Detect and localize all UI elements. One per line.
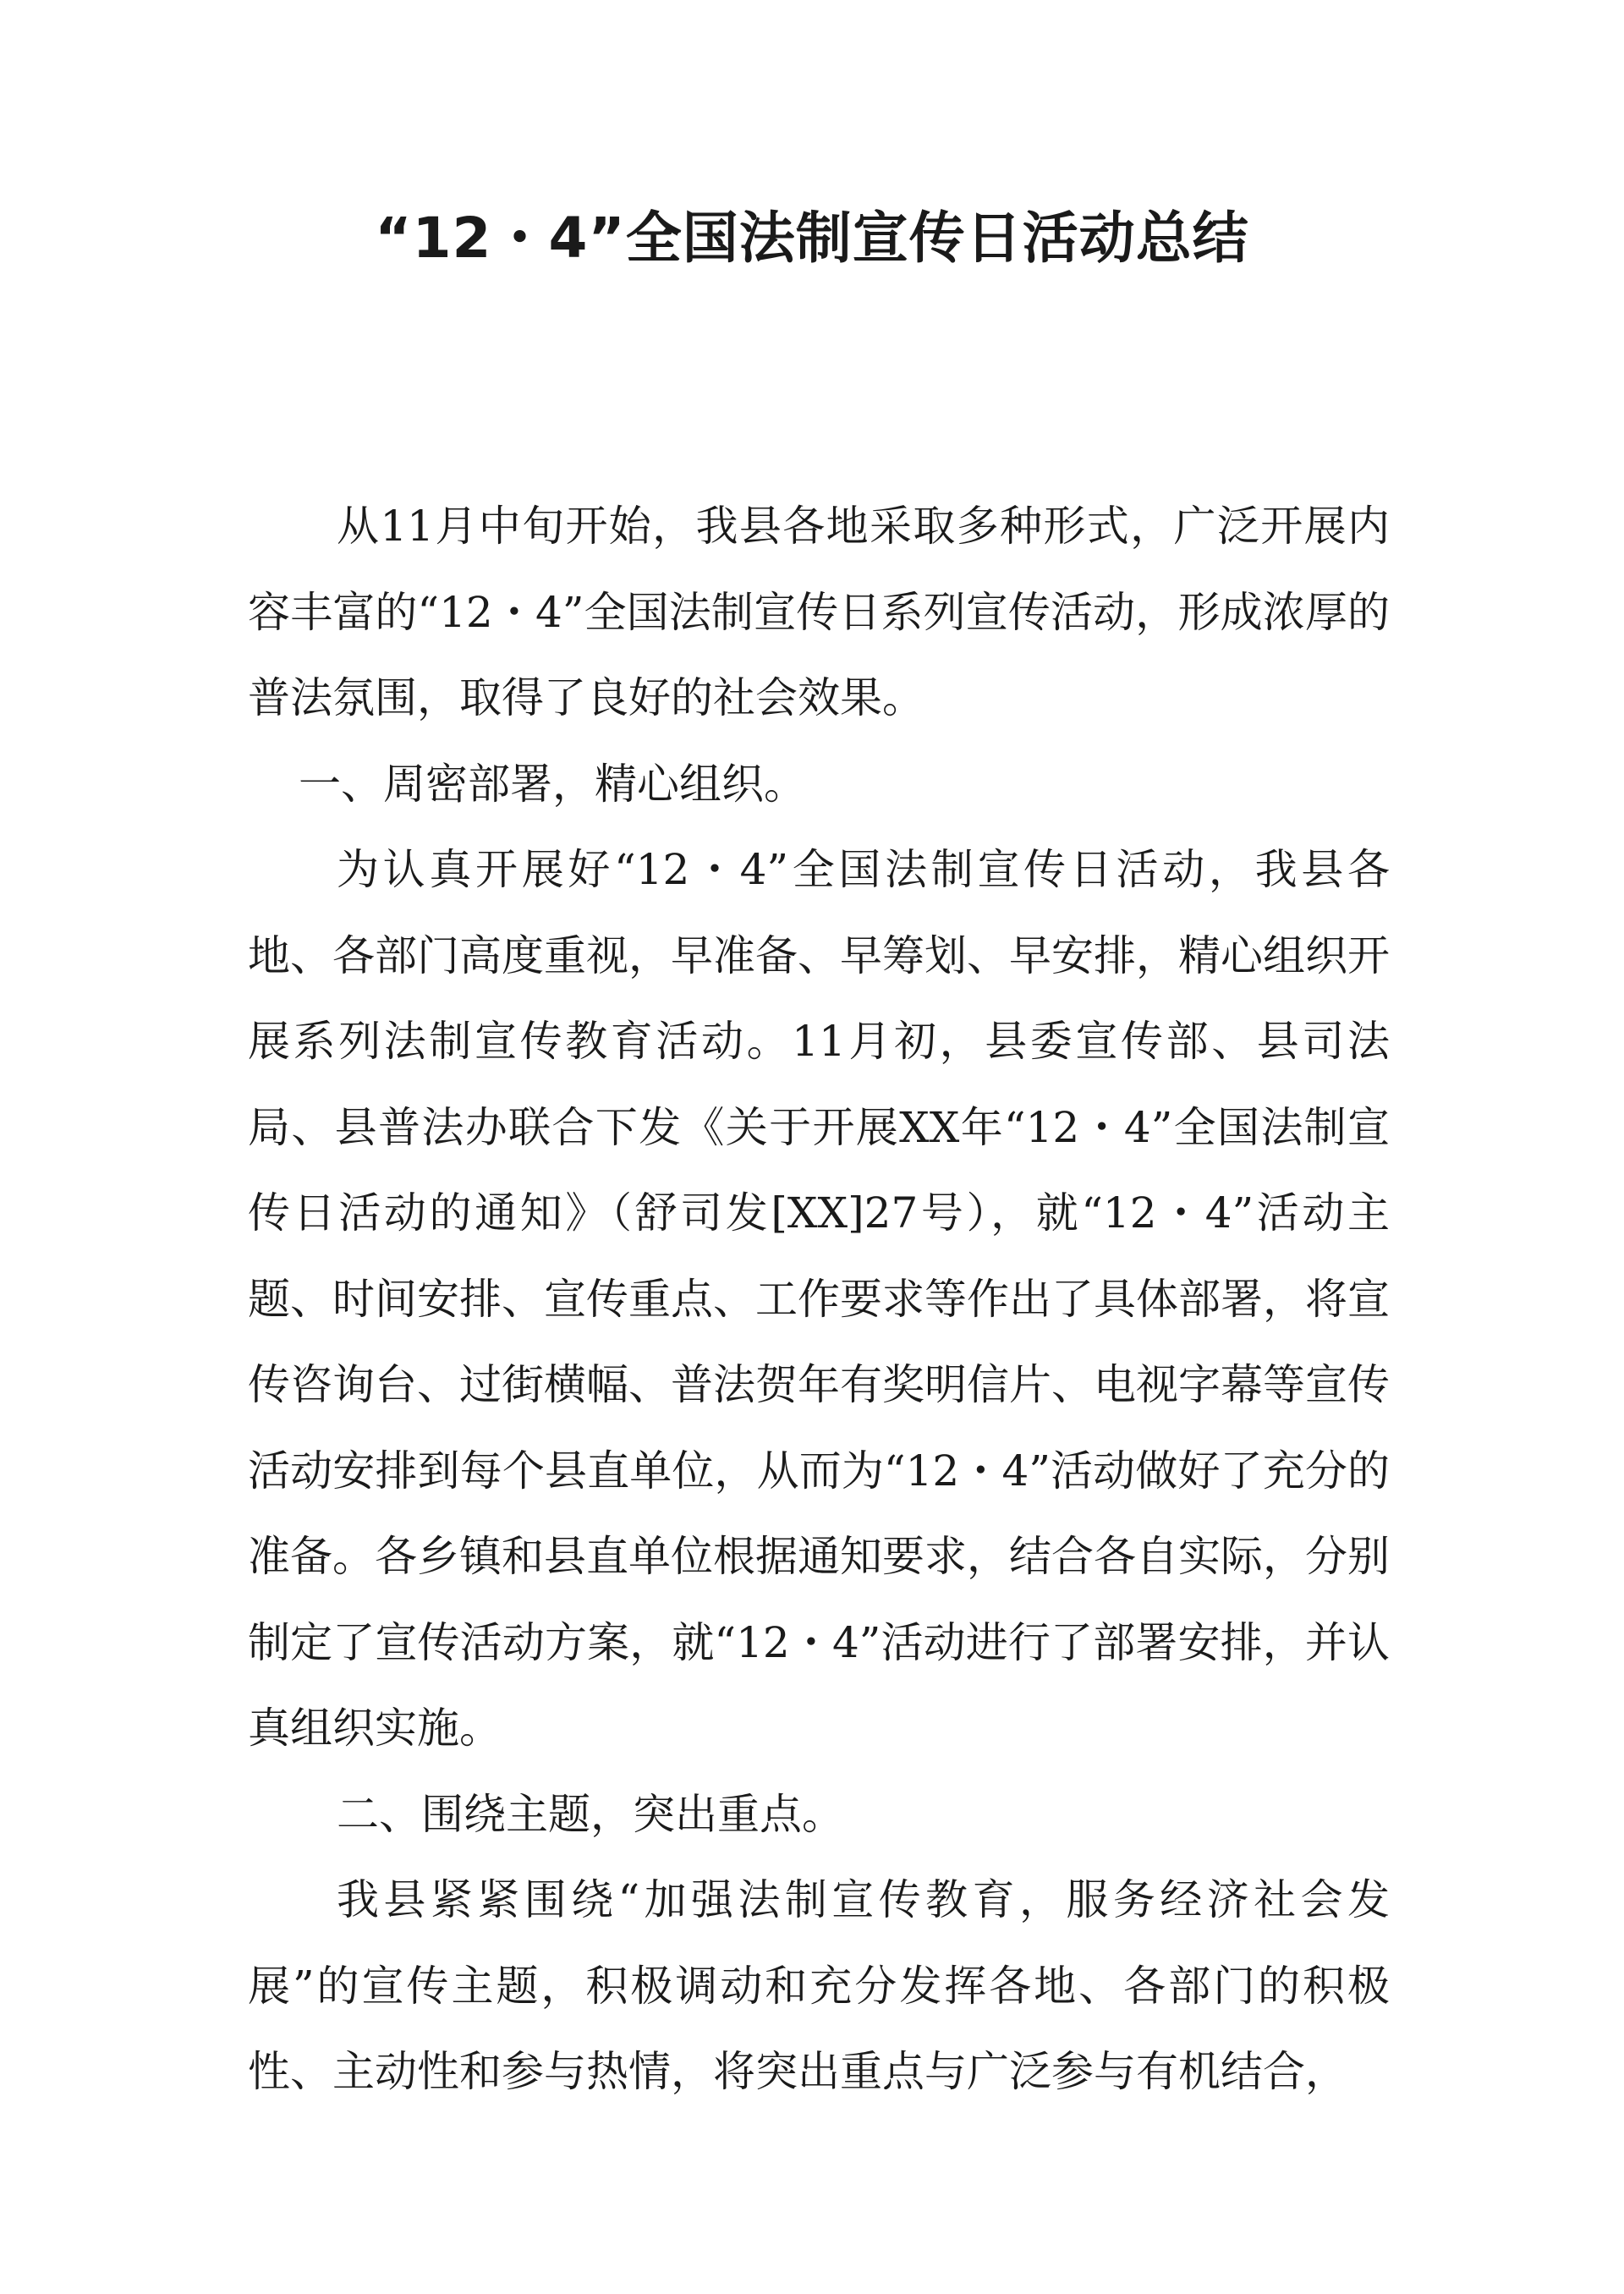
paragraph-section-1: 为认真开展好“12・4”全国法制宣传日活动，我县各地、各部门高度重视，早准备、早筹划、早安排，精心组织开展系列法制宣传教育活动。11月初，县委宣传部、县司法局、县普法办联合下发《关于开展XX年“12・4”全国法制宣传日活动的通知》（舒司发[XX]27号），就“12・4”活动主题、时间安排、宣传重点、工作要求等作出了具体部署，将宣传咨询台、过街横幅、普法贺年有奖明信片、电视字幕等宣传活动安排到每个县直单位，从而为“12・4”活动做好了充分的准备。各乡镇和县直单位根据通知要求，结合各自实际，分别制定了宣传活动方案，就“12・4”活动进行了部署安排，并认真组织实施。 — [248, 845, 1390, 1753]
document-title: “12・4”全国法制宣传日活动总结 — [375, 206, 1249, 271]
section-heading-1: 一、周密部署，精心组织。 — [299, 759, 806, 809]
paragraph-intro: 从11月中旬开始，我县各地采取多种形式，广泛开展内容丰富的“12・4”全国法制宣传日系列宣传活动，形成浓厚的普法氛围，取得了良好的社会效果。 — [248, 502, 1390, 722]
paragraph-section-2: 我县紧紧围绕“加强法制宣传教育，服务经济社会发展”的宣传主题，积极调动和充分发挥各地、各部门的积极性、主动性和参与热情，将突出重点与广泛参与有机结合， — [248, 1875, 1390, 2096]
section-heading-2: 二、围绕主题，突出重点。 — [337, 1789, 844, 1839]
document-body — [248, 484, 1390, 2116]
